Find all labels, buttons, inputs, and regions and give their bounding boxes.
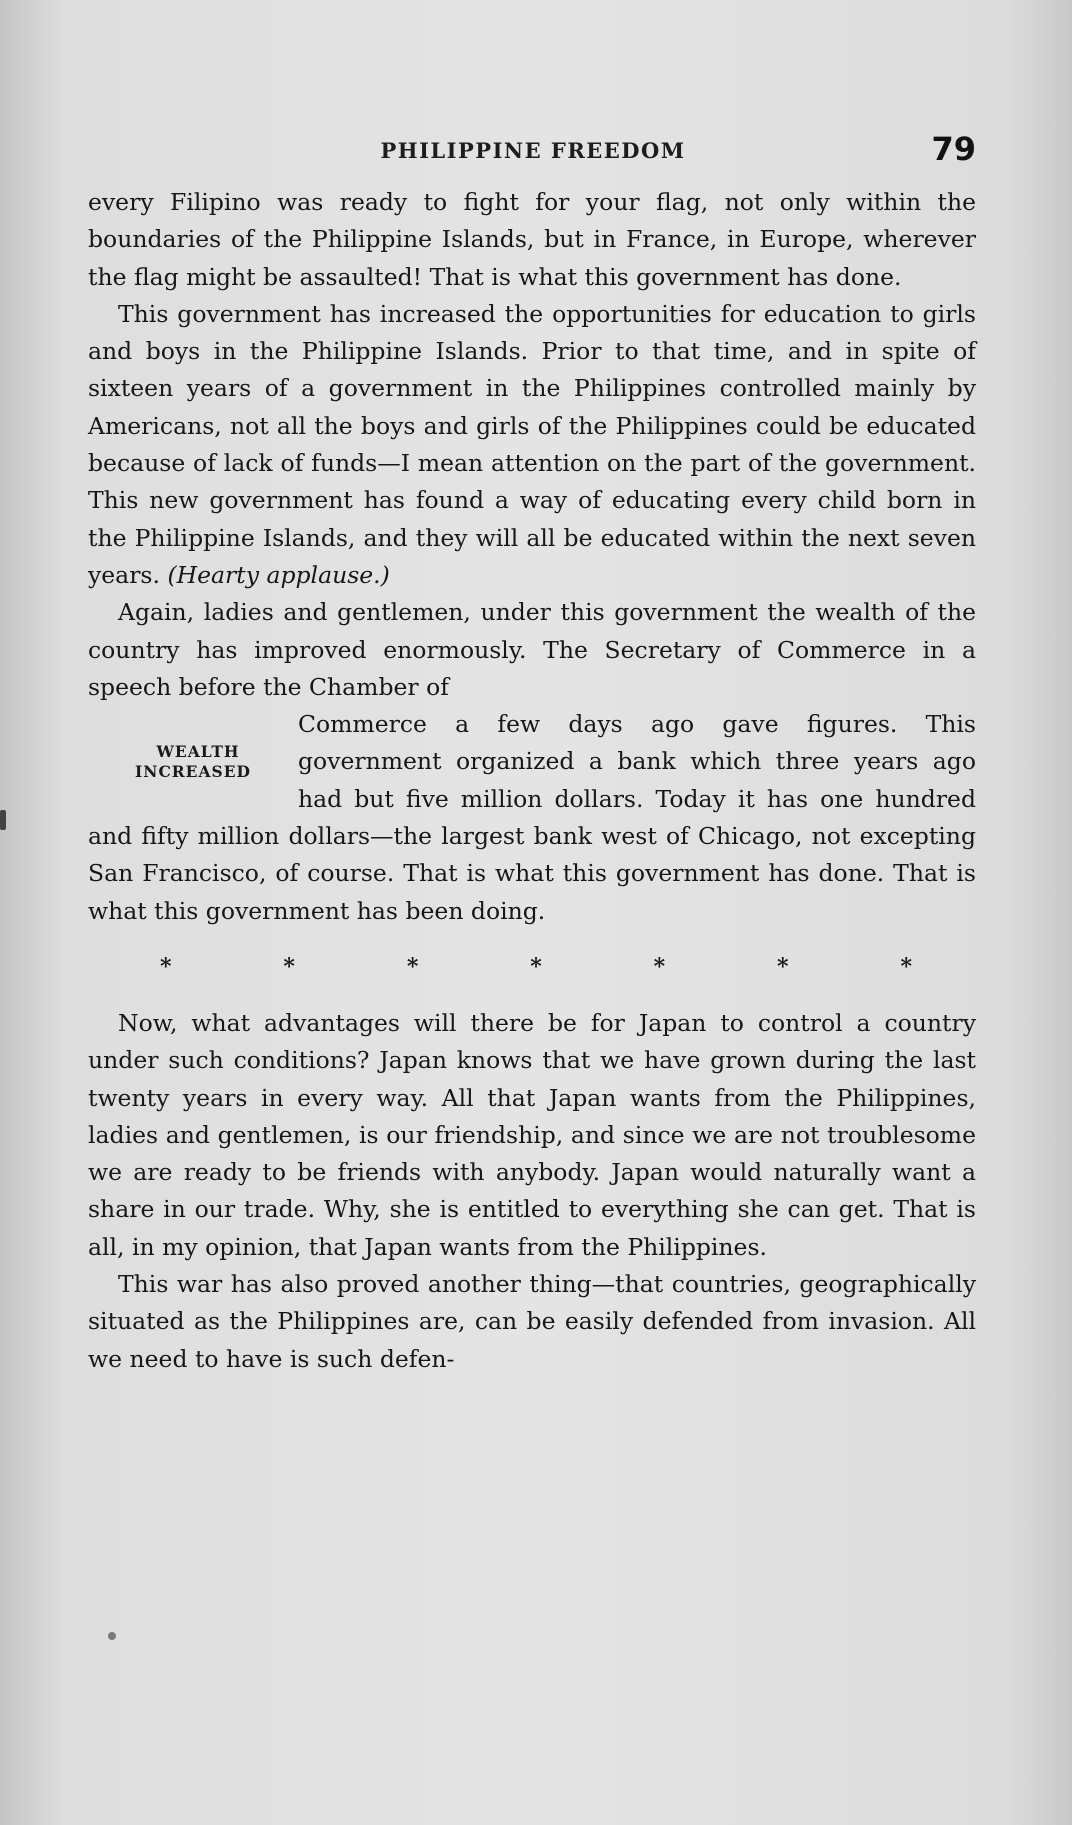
ink-speck — [108, 1632, 116, 1640]
applause-note: (Hearty applause.) — [167, 560, 390, 589]
paragraph-5: This war has also proved another thing—that countries, geographically situated as the Philippines are, can be easily defended from invasion. All we need to have is such defen- — [88, 1270, 976, 1373]
asterisk: * — [530, 953, 542, 980]
side-note-line-2: INCREASED — [135, 761, 251, 781]
asterisk: * — [653, 953, 666, 980]
page-number: 79 — [931, 130, 976, 168]
asterisk: * — [777, 953, 789, 980]
paragraph-2 — [88, 296, 976, 594]
asterisk: * — [900, 953, 912, 980]
side-note-line-1: WEALTH — [156, 741, 240, 761]
running-head: PHILIPPINE FREEDOM — [380, 138, 686, 163]
paragraph-3-continued: Commerce a few days ago gave figures. This government organized a bank which three years ago had but five million dollars. Today it has one hundred and fifty million dollars—the largest bank west of Chicago, not excepting San Francisco, of course. That is what this government has done. That is what this government has been doing. — [88, 710, 976, 925]
paragraph-1: every Filipino was ready to fight for your flag, not only within the boundaries of the Philippine Islands, but in France, in Europe, wherever the flag might be assaulted! That is what this government has done. — [88, 188, 976, 291]
paragraph-4: Now, what advantages will there be for Japan to control a country under such conditions? Japan knows that we have grown during the last twenty years in every way. All that Japan wants from the Philippines, ladies and gentlemen, is our friendship, and since we are not troublesome we are ready to be friends with anybody. Japan would naturally want a share in our trade. Why, she is entitled to everything she can get. That is all, in my opinion, that Japan wants from the Philippines. — [88, 1008, 976, 1261]
section-break-asterisks — [88, 930, 976, 1005]
asterisk: * — [160, 953, 172, 980]
margin-mark — [0, 810, 6, 830]
paragraph-2-text: This government has increased the opportunities for education to girls and boys in the Philippine Islands. Prior to that time, and in spite of sixteen years of a government in the Philippines controlled mainly by Americans, not all the boys and girls of the Philippines could be educated because of lack of funds—I mean attention on the part of the government. This new government has found a way of educating every child born in the Philippine Islands, and they will all be educated within the next seven years. — [88, 299, 976, 589]
page-header — [90, 130, 976, 174]
asterisk: * — [406, 953, 419, 980]
side-note-wealth-increased — [88, 706, 298, 817]
asterisk: * — [283, 953, 295, 980]
body-text — [88, 184, 976, 1378]
paragraph-3: Again, ladies and gentlemen, under this government the wealth of the country has improved enormously. The Secretary of Commerce in a speech before the Chamber of — [88, 598, 976, 701]
